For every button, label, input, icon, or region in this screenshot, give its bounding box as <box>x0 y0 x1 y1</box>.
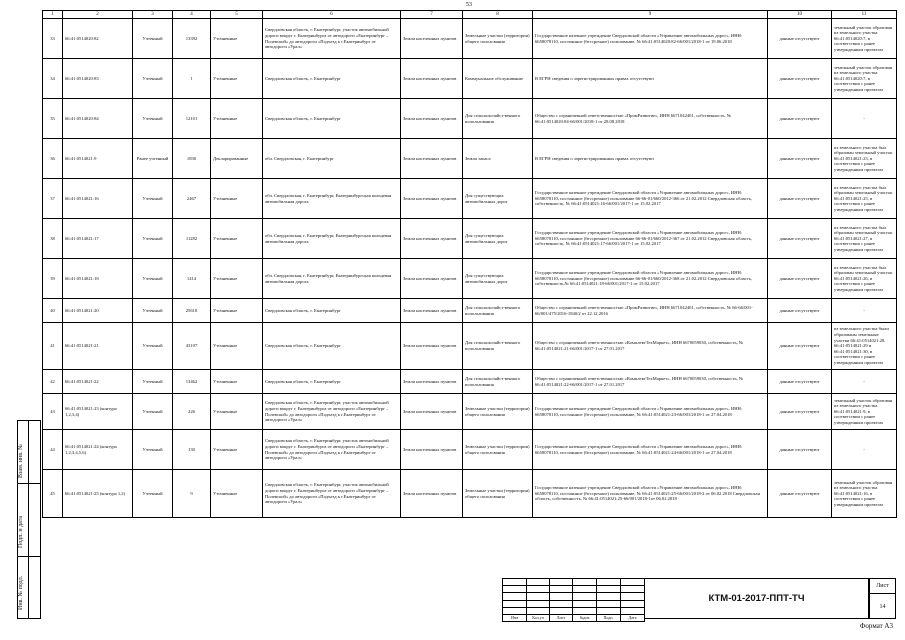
encumbrance: данные отсутствуют <box>768 394 832 430</box>
land-category: Земли населенных пунктов <box>401 470 463 518</box>
cadastral-number: 66:41:0514021:24 (контура 1,2,3,4,5,6) <box>63 430 133 470</box>
revision-header: №док <box>573 614 597 621</box>
area: 130 <box>173 430 211 470</box>
table-row <box>43 219 897 259</box>
status: Учтенный <box>133 219 173 259</box>
area-type: Уточненные <box>211 323 263 370</box>
sheet-number: 14 <box>879 604 886 610</box>
area-type: Уточненные <box>211 259 263 299</box>
address: Свердловская область, г. Екатеринбург <box>263 59 401 99</box>
status: Учтенный <box>133 19 173 59</box>
table-row <box>43 259 897 299</box>
row-number: 39 <box>43 259 63 299</box>
cadastral-number: 66:41:0514021:23 (контура 1,2,3,4) <box>63 394 133 430</box>
rights-info: Государственное казенное учреждение Свердловской области «Управление автомобильных дорог», ИНН: 6658078110, постоянное (бессрочное) пользование 66-66-01/660/2012-366 от 21.02.2012 Свердловская область, собственность, № 66:41:0514021:16-66/001/2017-1 от 15.02.2017 <box>533 179 768 219</box>
table-row <box>43 299 897 323</box>
row-number: 44 <box>43 430 63 470</box>
status: Учтенный <box>133 179 173 219</box>
note: из земельного участка был образован земельный участок 66:41:0514021:27, в соответствии с ранее утвержденным проектом <box>832 219 897 259</box>
address: Свердловская область, г. Екатеринбург <box>263 299 401 323</box>
note: из земельного участка был образован земельный участок 66:41:0514021:26, в соответствии с ранее утвержденным проектом <box>832 259 897 299</box>
area: 25618 <box>173 299 211 323</box>
note: из земельного участка был образован земельный участок 66:41:0514021:23, в соответствии с ранее утвержденным проектом <box>832 139 897 179</box>
note: - <box>832 430 897 470</box>
address: Свердловская область, г. Екатеринбург <box>263 99 401 139</box>
revision-header: Кол.уч <box>527 614 550 621</box>
cadastral-number: 66:41:0514021:25 (контура 1,2) <box>63 470 133 518</box>
area: 13462 <box>173 370 211 394</box>
land-category: Земли населенных пунктов <box>401 19 463 59</box>
sidebar-label-signature-date: Подп. и дата <box>18 515 24 548</box>
note: - <box>832 299 897 323</box>
encumbrance: данные отсутствуют <box>768 19 832 59</box>
address: обл. Свердловская, г. Екатеринбург, Екатеринбургская кольцевая автомобильная дорога <box>263 219 401 259</box>
permitted-use: Для сельскохозяйст-венного использования <box>463 99 533 139</box>
area-type: Уточненные <box>211 394 263 430</box>
row-number: 40 <box>43 299 63 323</box>
area: 13392 <box>173 19 211 59</box>
rights-info: Государственное казенное учреждение Свердловской области «Управление автомобильных дорог», ИНН: 6658078110, постоянное (бессрочное) пользование, № 66:41:0514021:23-66/001/2018-1 от 27.04.2018 <box>533 394 768 430</box>
cadastral-number: 66:41:0514021:22 <box>63 370 133 394</box>
area: 1 <box>173 59 211 99</box>
land-category: Земли населенных пунктов <box>401 219 463 259</box>
table-row <box>43 19 897 59</box>
column-number: 9 <box>533 11 768 19</box>
revision-header: Подп. <box>597 614 621 621</box>
cadastral-number: 66:41:0514020:84 <box>63 99 133 139</box>
row-number: 45 <box>43 470 63 518</box>
row-number: 36 <box>43 139 63 179</box>
area-type: Уточненные <box>211 470 263 518</box>
note: земельный участок образован из земельного участка 66:41:0514021:9, в соответствии с ранее утвержденным проектом <box>832 394 897 430</box>
row-number: 41 <box>43 323 63 370</box>
sheet-label: Лист <box>870 579 895 594</box>
area-type: Уточненные <box>211 219 263 259</box>
status: Ранее учтенный <box>133 139 173 179</box>
row-number: 43 <box>43 394 63 430</box>
column-number: 6 <box>263 11 401 19</box>
cadastral-number: 66:41:0514021:17 <box>63 219 133 259</box>
area-type: Уточненные <box>211 99 263 139</box>
land-plot-register-table <box>42 10 897 518</box>
title-block <box>502 578 896 619</box>
area: 43107 <box>173 323 211 370</box>
rights-info: Общество с ограниченной ответственностью «ПромРазвитие», ИНН 6671042401, собственность, № 66:41:0514020:84-66/001/2018-1 от 28.08.2018 <box>533 99 768 139</box>
area-type: Уточненные <box>211 370 263 394</box>
encumbrance: данные отсутствуют <box>768 59 832 99</box>
permitted-use: Коммунальное обслуживание <box>463 59 533 99</box>
column-number: 5 <box>211 11 263 19</box>
status: Учтенный <box>133 299 173 323</box>
status: Учтенный <box>133 394 173 430</box>
encumbrance: данные отсутствуют <box>768 219 832 259</box>
area: 1830 <box>173 139 211 179</box>
cadastral-number: 66:41:0514020:83 <box>63 59 133 99</box>
address: Свердловская область, г. Екатеринбург <box>263 370 401 394</box>
area-type: Уточненные <box>211 430 263 470</box>
land-category: Земли населенных пунктов <box>401 179 463 219</box>
row-number: 35 <box>43 99 63 139</box>
paper-format: Формат А3 <box>859 622 893 630</box>
row-number: 42 <box>43 370 63 394</box>
address: Свердловская область, г. Екатеринбург, участок автомобильной дороги вокруг г. Екатеринбурга от автодороги «Екатеринбург – Полевской» до автодороги «Подъезд к г.Екатеринбург от автодороги «Урал» <box>263 19 401 59</box>
column-number: 8 <box>463 11 533 19</box>
status: Учтенный <box>133 430 173 470</box>
column-number-row <box>43 11 897 19</box>
row-number: 33 <box>43 19 63 59</box>
note: земельный участок образован из земельного участка 66:41:0514021:16, в соответствии с ранее утвержденным проектом <box>832 470 897 518</box>
table-row <box>43 139 897 179</box>
land-category: Земли населенных пунктов <box>401 370 463 394</box>
note: - <box>832 99 897 139</box>
column-number: 2 <box>63 11 133 19</box>
area: 11282 <box>173 219 211 259</box>
permitted-use: Земли запаса <box>463 139 533 179</box>
row-number: 34 <box>43 59 63 99</box>
revision-header: Лист <box>550 614 573 621</box>
address: Свердловская область, г. Екатеринбург, участок автомобильной дороги вокруг г. Екатеринбурга от автодороги «Екатеринбург – Полевской» до автодороги «Подъезд к г.Екатеринбург от автодороги «Урал» <box>263 430 401 470</box>
encumbrance: данные отсутствуют <box>768 299 832 323</box>
permitted-use: Для сельскохозяйст-венного использования <box>463 370 533 394</box>
column-number: 4 <box>173 11 211 19</box>
permitted-use: Для существующих автомобильных дорог <box>463 219 533 259</box>
document-code: КТМ-01-2017-ППТ-ТЧ <box>644 578 869 619</box>
permitted-use: Для сельскохозяйст-венного использования <box>463 323 533 370</box>
address: Свердловская область, г. Екатеринбург <box>263 323 401 370</box>
permitted-use: Для существующих автомобильных дорог <box>463 179 533 219</box>
row-number: 37 <box>43 179 63 219</box>
status: Учтенный <box>133 370 173 394</box>
rights-info: Общество с ограниченной ответственностью «КомплектТехМаркет», ИНН 6670059030, собственность, № 66:41:0514021:21-66/001/2017-1 от 27.01.2017 <box>533 323 768 370</box>
table-row <box>43 470 897 518</box>
table-row <box>43 99 897 139</box>
encumbrance: данные отсутствуют <box>768 99 832 139</box>
cadastral-number: 66:41:0514021:18 <box>63 259 133 299</box>
land-category: Земли населенных пунктов <box>401 299 463 323</box>
land-category: Земли населенных пунктов <box>401 259 463 299</box>
encumbrance: данные отсутствуют <box>768 139 832 179</box>
sheet-box <box>869 578 896 619</box>
revision-header: Изм <box>503 614 527 621</box>
cadastral-number: 66:41:0514021:20 <box>63 299 133 323</box>
revision-header: Дата <box>621 614 645 621</box>
status: Учтенный <box>133 99 173 139</box>
area-type: Уточненные <box>211 299 263 323</box>
rights-info: В ЕГРН сведения о зарегистрированных правах отсутствуют <box>533 139 768 179</box>
encumbrance: данные отсутствуют <box>768 259 832 299</box>
area-type: Уточненные <box>211 19 263 59</box>
area: 9 <box>173 470 211 518</box>
note: земельный участок образован из земельного участка 66:41:0514020:7, в соответствии с ранее утвержденным проектом <box>832 19 897 59</box>
row-number: 38 <box>43 219 63 259</box>
column-number: 11 <box>832 11 897 19</box>
table-row <box>43 370 897 394</box>
encumbrance: данные отсутствуют <box>768 430 832 470</box>
rights-info: Государственное казенное учреждение Свердловской области «Управление автомобильных дорог», ИНН: 6658078110, постоянное (бессрочное) пользование 66-66-01/660/2012-368 от 21.02.2012 Свердловская область, собственность,№ 66:41:0514021:18-66/001/2017-1 от 15.02.2017 <box>533 259 768 299</box>
table-row <box>43 179 897 219</box>
rights-info: Государственное казенное учреждение Свердловской области «Управление автомобильных дорог», ИНН: 6658078110, постоянное (бессрочное) пользование, № 66:41:0514021:25-66/001/2018-2 от 06.02.2018 Свердловская область, собственность, № 66:41:0514021:25-66/001/2018-1от 06.02.2018 <box>533 470 768 518</box>
address: Свердловская область, г. Екатеринбург, участок автомобильной дороги вокруг г. Екатеринбурга от автодороги «Екатеринбург – Полевской» до автодороги «Подъезд к г.Екатеринбург от автодороги «Урал» <box>263 470 401 518</box>
area: 12101 <box>173 99 211 139</box>
note: - <box>832 370 897 394</box>
address: Свердловская область, г. Екатеринбург, участок автомобильной дороги вокруг г. Екатеринбурга от автодороги «Екатеринбург – Полевской» до автодороги «Подъезд к г.Екатеринбург от автодороги «Урал» <box>263 394 401 430</box>
sidebar-label-replace-inv: Взам. инв. № <box>18 444 24 478</box>
note: земельный участок образован из земельного участка 66:41:0514020:7, в соответствии с ранее утвержденным проектом <box>832 59 897 99</box>
land-category: Земли населенных пунктов <box>401 394 463 430</box>
area-type: Уточненные <box>211 179 263 219</box>
area-type: Декларированные <box>211 139 263 179</box>
land-category: Земли населенных пунктов <box>401 430 463 470</box>
column-number: 10 <box>768 11 832 19</box>
area: 2467 <box>173 179 211 219</box>
table-row <box>43 394 897 430</box>
land-category: Земли населенных пунктов <box>401 323 463 370</box>
status: Учтенный <box>133 59 173 99</box>
address: обл. Свердловская, г. Екатеринбург, Екатеринбургская кольцевая автомобильная дорога <box>263 179 401 219</box>
revision-table <box>502 578 645 622</box>
encumbrance: данные отсутствуют <box>768 470 832 518</box>
cadastral-number: 66:41:0514021:21 <box>63 323 133 370</box>
permitted-use: Земельные участки (территории) общего пользования <box>463 394 533 430</box>
note: из земельного участка был образован земельный участок 66:41:0514021:25, в соответствии с ранее утвержденным проектом <box>832 179 897 219</box>
land-category: Земли населенных пунктов <box>401 59 463 99</box>
status: Учтенный <box>133 470 173 518</box>
permitted-use: Земельные участки (территории) общего пользования <box>463 430 533 470</box>
column-number: 3 <box>133 11 173 19</box>
status: Учтенный <box>133 259 173 299</box>
land-category: Земли населенных пунктов <box>401 139 463 179</box>
encumbrance: данные отсутствуют <box>768 323 832 370</box>
table-row <box>43 59 897 99</box>
page-number: 53 <box>466 2 472 8</box>
rights-info: Государственное казенное учреждение Свердловской области «Управление автомобильных дорог», ИНН: 6658078110, постоянное (бессрочное) пользование 66-66-01/660/2012-367 от 21.02.2012 Свердловская область, собственность, № 66:41:0514021:17-66/001/2017-1 от 15.02.2017 <box>533 219 768 259</box>
column-number: 1 <box>43 11 63 19</box>
cadastral-number: 66:41:0514020:82 <box>63 19 133 59</box>
rights-info: В ЕГРН сведения о зарегистрированных правах отсутствуют <box>533 59 768 99</box>
address: обл. Свердловская, г. Екатеринбург, Екатеринбургская кольцевая автомобильная дорога <box>263 259 401 299</box>
cadastral-number: 66:41:0514021:16 <box>63 179 133 219</box>
rights-info: Общество с ограниченной ответственностью «КомплектТехМаркет», ИНН 6670059030, собственность, № 66:41:0514021:22-66/001/2017-1 от 27.01.2017 <box>533 370 768 394</box>
sidebar-label-inv-original: Инв. № подл. <box>18 575 24 610</box>
permitted-use: Земельные участки (территории) общего пользования <box>463 470 533 518</box>
permitted-use: Земельные участки (территории) общего пользования <box>463 19 533 59</box>
rights-info: Общество с ограниченной ответственностью «ПромРазвитие», ИНН 6671042401, собственность, № 66-66/001-66/001/475/2016-1840/2 от 22.12.2016 <box>533 299 768 323</box>
area: 226 <box>173 394 211 430</box>
column-number: 7 <box>401 11 463 19</box>
land-category: Земли населенных пунктов <box>401 99 463 139</box>
table-row <box>43 430 897 470</box>
rights-info: Государственное казенное учреждение Свердловской области «Управление автомобильных дорог», ИНН: 6658078110, постоянное (бессрочное) пользование, № 66:41:0514020:82-66/001/2018-1 от 19.06.2018 <box>533 19 768 59</box>
area-type: Уточненные <box>211 59 263 99</box>
cadastral-number: 66:41:0514021:9 <box>63 139 133 179</box>
permitted-use: Для сельскохозяйст-венного использования <box>463 299 533 323</box>
table-row <box>43 323 897 370</box>
encumbrance: данные отсутствуют <box>768 370 832 394</box>
note: из земельного участка были образованы земельные участки 66:41:0514021:28, 66:41:0514021:29 и 66:41:0514021:30, в соответствии с ранее утвержденным проектом <box>832 323 897 370</box>
status: Учтенный <box>133 323 173 370</box>
permitted-use: Для существующих автомобильных дорог <box>463 259 533 299</box>
area: 1414 <box>173 259 211 299</box>
rights-info: Государственное казенное учреждение Свердловской области «Управление автомобильных дорог», ИНН: 6658078110, постоянное (бессрочное) пользование, № 66:41:0514021:24-66/001/2018-1 от 27.04.2018 <box>533 430 768 470</box>
address: обл. Свердловская, г. Екатеринбург <box>263 139 401 179</box>
left-sidebar-stamp <box>17 420 41 619</box>
encumbrance: данные отсутствуют <box>768 179 832 219</box>
